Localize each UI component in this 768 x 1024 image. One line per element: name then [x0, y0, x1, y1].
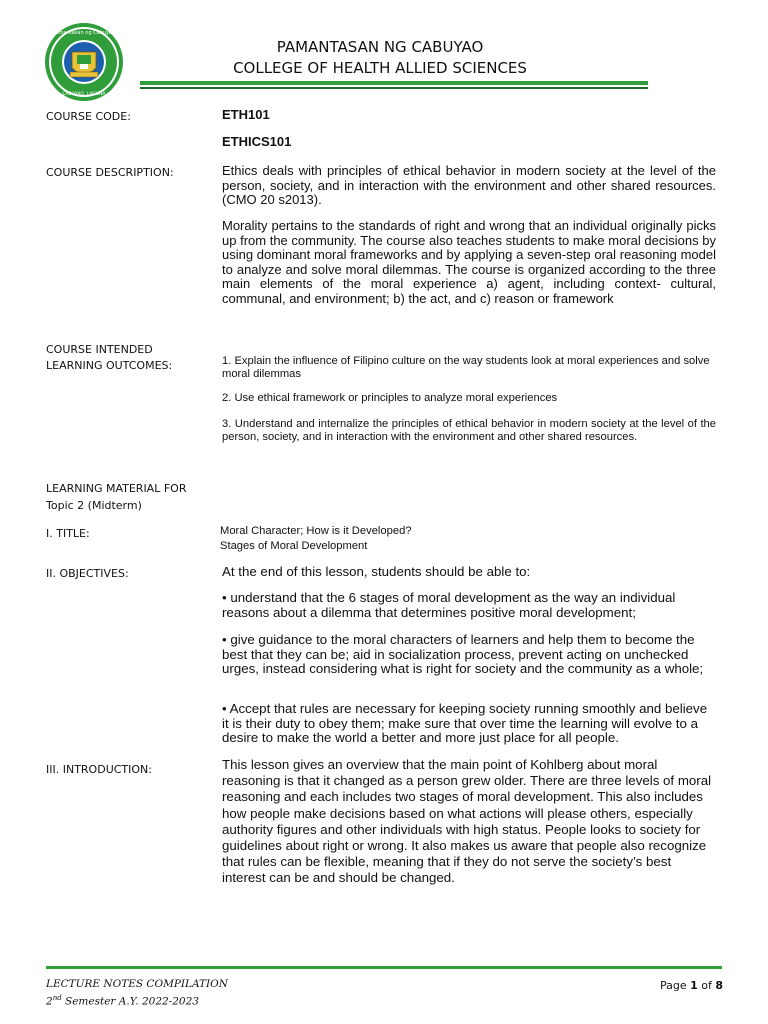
footer-rule	[46, 966, 722, 969]
course-description-para1: Ethics deals with principles of ethical behavior in modern society at the level of the person, society, and in interaction with the environment and other shared resources. (CMO 20 s2013).	[222, 163, 716, 207]
course-description-para2: Morality pertains to the standards of right and wrong that an individual originally picks up from the community. The course also teaches students to make moral decisions by using dominant moral frameworks and by applying a seven-step oral reasoning model to analyze and solve moral dilemmas. The course is organized according to the three main elements of the moral experience a) agent, including context- cultural, communal, and environment; b) the act, and c) reason or framework	[222, 218, 716, 306]
title-label: I. TITLE:	[46, 527, 90, 540]
footer-title: LECTURE NOTES COMPILATION	[46, 978, 228, 990]
page-number	[660, 979, 723, 992]
university-seal-icon	[44, 22, 124, 102]
semester-text: Semester A.Y. 2022-2023	[61, 995, 199, 1008]
introduction-label: III. INTRODUCTION:	[46, 763, 152, 776]
footer-semester	[46, 994, 199, 1008]
objective-item-2: • give guidance to the moral characters of learners and help them to become the best that they can be; aid in socialization process, prevent acting on unchecked urges, instead considering what is right for society and the community as a whole;	[222, 632, 704, 676]
header-rule-thin	[140, 87, 648, 89]
outcome-item-2: 2. Use ethical framework or principles to analyze moral experiences	[222, 392, 558, 404]
outcome-item-3: 3. Understand and internalize the principles of ethical behavior in modern society at the level of the person, society, and in interaction with the environment and other shared resources.	[222, 418, 716, 443]
page-current: 1	[690, 979, 698, 992]
outcomes-label-line2: LEARNING OUTCOMES:	[46, 359, 173, 372]
objective-item-1: • understand that the 6 stages of moral development as the way an individual reasons about a dilemma that determines positive moral development;	[222, 590, 676, 620]
semester-suffix: nd	[52, 994, 62, 1002]
page-total: 8	[715, 979, 724, 992]
objective-item-3: • Accept that rules are necessary for keeping society running smoothly and believe it is their duty to obey them; make sure that over time the learning will evolve to a desire to make the world a better and more just place for all people.	[222, 701, 708, 745]
header-rule	[140, 81, 648, 85]
college-name: COLLEGE OF HEALTH ALLIED SCIENCES	[233, 59, 527, 77]
seal-top-text: Pamantasan ng Cabuyao	[52, 30, 116, 36]
seal-bottom-text: CABUYAO, LAGUNA	[62, 92, 106, 97]
objectives-label: II. OBJECTIVES:	[46, 567, 129, 580]
page-word: Page	[660, 979, 691, 992]
outcome-item-1: 1. Explain the influence of Filipino culture on the way students look at moral experiences and solve moral dilemmas	[222, 355, 710, 380]
course-description-label: COURSE DESCRIPTION:	[46, 166, 174, 179]
course-title-value: ETHICS101	[222, 134, 292, 149]
course-code-label: COURSE CODE:	[46, 110, 131, 123]
topic-label: Topic 2 (Midterm)	[46, 499, 142, 512]
university-name: PAMANTASAN NG CABUYAO	[276, 38, 484, 56]
course-code-value: ETH101	[222, 107, 270, 122]
semester-number: 2	[46, 995, 53, 1008]
outcomes-label-line1: COURSE INTENDED	[46, 343, 153, 356]
objectives-intro: At the end of this lesson, students should be able to:	[222, 564, 531, 579]
page-of: of	[697, 979, 716, 992]
title-line2: Stages of Moral Development	[220, 540, 368, 552]
introduction-text: This lesson gives an overview that the main point of Kohlberg about moral reasoning is that it changed as a person grew older. There are three levels of moral reasoning and each includes two stages of moral development. This also includes how people make decisions based on what actions will please others, especially authority figures and other individuals with high status. People looks to society for guidelines about right or wrong. It also makes us aware that people also recognize that rules can be flexible, meaning that if they do not serve the society’s best interest can be and should be changed.	[222, 757, 712, 886]
learning-material-label: LEARNING MATERIAL FOR	[46, 482, 187, 495]
title-line1: Moral Character; How is it Developed?	[220, 525, 412, 537]
